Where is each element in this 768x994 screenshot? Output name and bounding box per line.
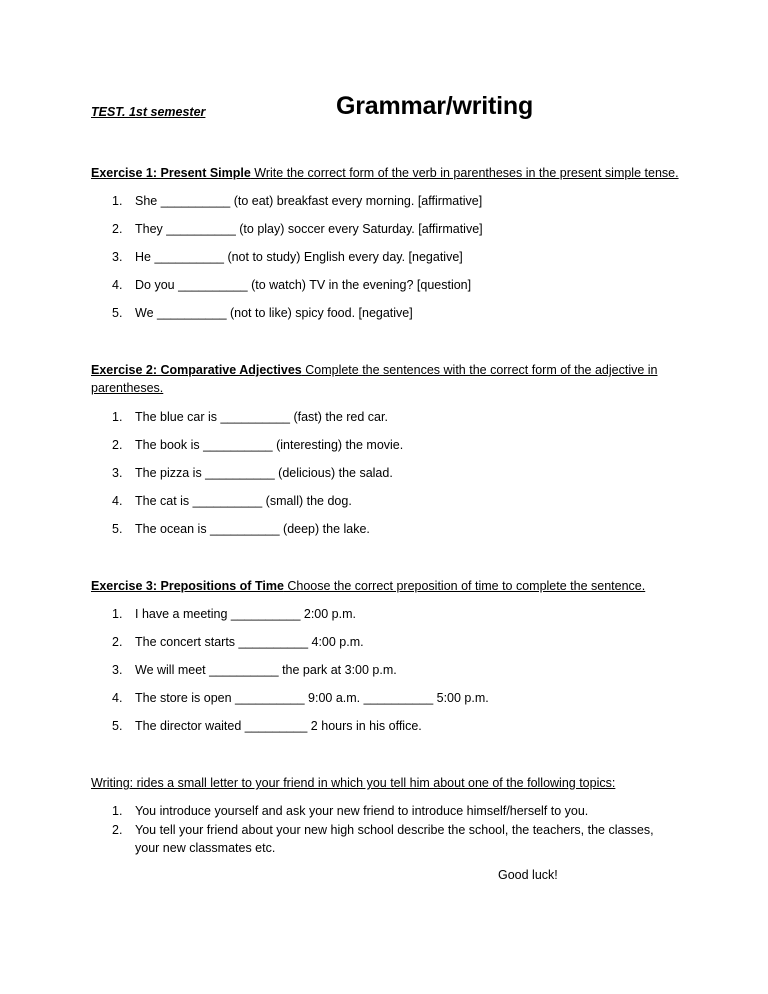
exercise-2-item-2	[112, 436, 672, 454]
item-number: 5.	[112, 719, 123, 733]
item-text: The book is __________ (interesting) the movie.	[135, 438, 404, 452]
item-number: 4.	[112, 278, 123, 292]
item-text: They __________ (to play) soccer every Saturday. [affirmative]	[135, 222, 483, 236]
item-text: You introduce yourself and ask your new friend to introduce himself/herself to you.	[135, 804, 589, 818]
item-number: 2.	[112, 635, 123, 649]
exercise-3-item-4	[112, 689, 672, 707]
closing-text: Good luck!	[498, 868, 558, 882]
item-text: The store is open __________ 9:00 a.m. __________ 5:00 p.m.	[135, 691, 489, 705]
item-number: 2.	[112, 823, 123, 837]
item-text: The cat is __________ (small) the dog.	[135, 494, 352, 508]
item-number: 5.	[112, 306, 123, 320]
item-number: 3.	[112, 250, 123, 264]
exercise-2-item-3	[112, 464, 672, 482]
item-number: 2.	[112, 438, 123, 452]
item-number: 1.	[112, 804, 123, 818]
item-number: 4.	[112, 691, 123, 705]
exercise-2-item-5	[112, 520, 672, 538]
item-text: We will meet __________ the park at 3:00 p.m.	[135, 663, 397, 677]
item-text: He __________ (not to study) English every day. [negative]	[135, 250, 463, 264]
item-text: The pizza is __________ (delicious) the salad.	[135, 466, 393, 480]
item-number: 3.	[112, 466, 123, 480]
item-number: 3.	[112, 663, 123, 677]
exercise-1-instruction: Write the correct form of the verb in parentheses in the present simple tense.	[250, 166, 679, 180]
exercise-1-item-5	[112, 304, 672, 322]
page-title: Grammar/writing	[336, 92, 534, 120]
exercise-1-item-1	[112, 192, 672, 210]
test-label: TEST. 1st semester	[91, 105, 206, 119]
exercise-3-item-2	[112, 633, 672, 651]
exercise-1-item-2	[112, 220, 672, 238]
exercise-2-item-1	[112, 408, 672, 426]
item-number: 1.	[112, 607, 123, 621]
item-text: The director waited _________ 2 hours in his office.	[135, 719, 422, 733]
item-text: Do you __________ (to watch) TV in the evening? [question]	[135, 278, 472, 292]
item-number: 4.	[112, 494, 123, 508]
item-number: 1.	[112, 410, 123, 424]
item-text: I have a meeting __________ 2:00 p.m.	[135, 607, 356, 621]
exercise-1-heading	[91, 164, 681, 182]
exercise-2-item-4	[112, 492, 672, 510]
exercise-3-instruction: Choose the correct preposition of time to complete the sentence.	[283, 579, 646, 593]
item-text: She __________ (to eat) breakfast every morning. [affirmative]	[135, 194, 483, 208]
exercise-2-title: Exercise 2: Comparative Adjectives	[91, 363, 302, 377]
exercise-2-instruction: Complete the sentences with the correct form of the adjective in parentheses.	[91, 363, 658, 395]
item-number: 2.	[112, 222, 123, 236]
item-text: The blue car is __________ (fast) the red car.	[135, 410, 388, 424]
exercise-3-title: Exercise 3: Prepositions of Time	[91, 579, 284, 593]
item-text: You tell your friend about your new high school describe the school, the teachers, the classes, your new classmates etc.	[135, 823, 654, 855]
item-text: We __________ (not to like) spicy food. [negative]	[135, 306, 413, 320]
item-text: The concert starts __________ 4:00 p.m.	[135, 635, 364, 649]
writing-topic-1	[112, 802, 672, 820]
exercise-3-item-5	[112, 717, 672, 735]
exercise-1-item-4	[112, 276, 672, 294]
exercise-1-item-3	[112, 248, 672, 266]
exercise-3-item-3	[112, 661, 672, 679]
exercise-1-title: Exercise 1: Present Simple	[91, 166, 251, 180]
item-number: 1.	[112, 194, 123, 208]
exercise-3-item-1	[112, 605, 672, 623]
item-number: 5.	[112, 522, 123, 536]
writing-heading: Writing: rides a small letter to your friend in which you tell him about one of the following topics:	[91, 776, 616, 790]
writing-topic-2	[112, 821, 672, 857]
exercise-2-heading	[91, 361, 681, 397]
exercise-3-heading	[91, 577, 681, 595]
item-text: The ocean is __________ (deep) the lake.	[135, 522, 370, 536]
